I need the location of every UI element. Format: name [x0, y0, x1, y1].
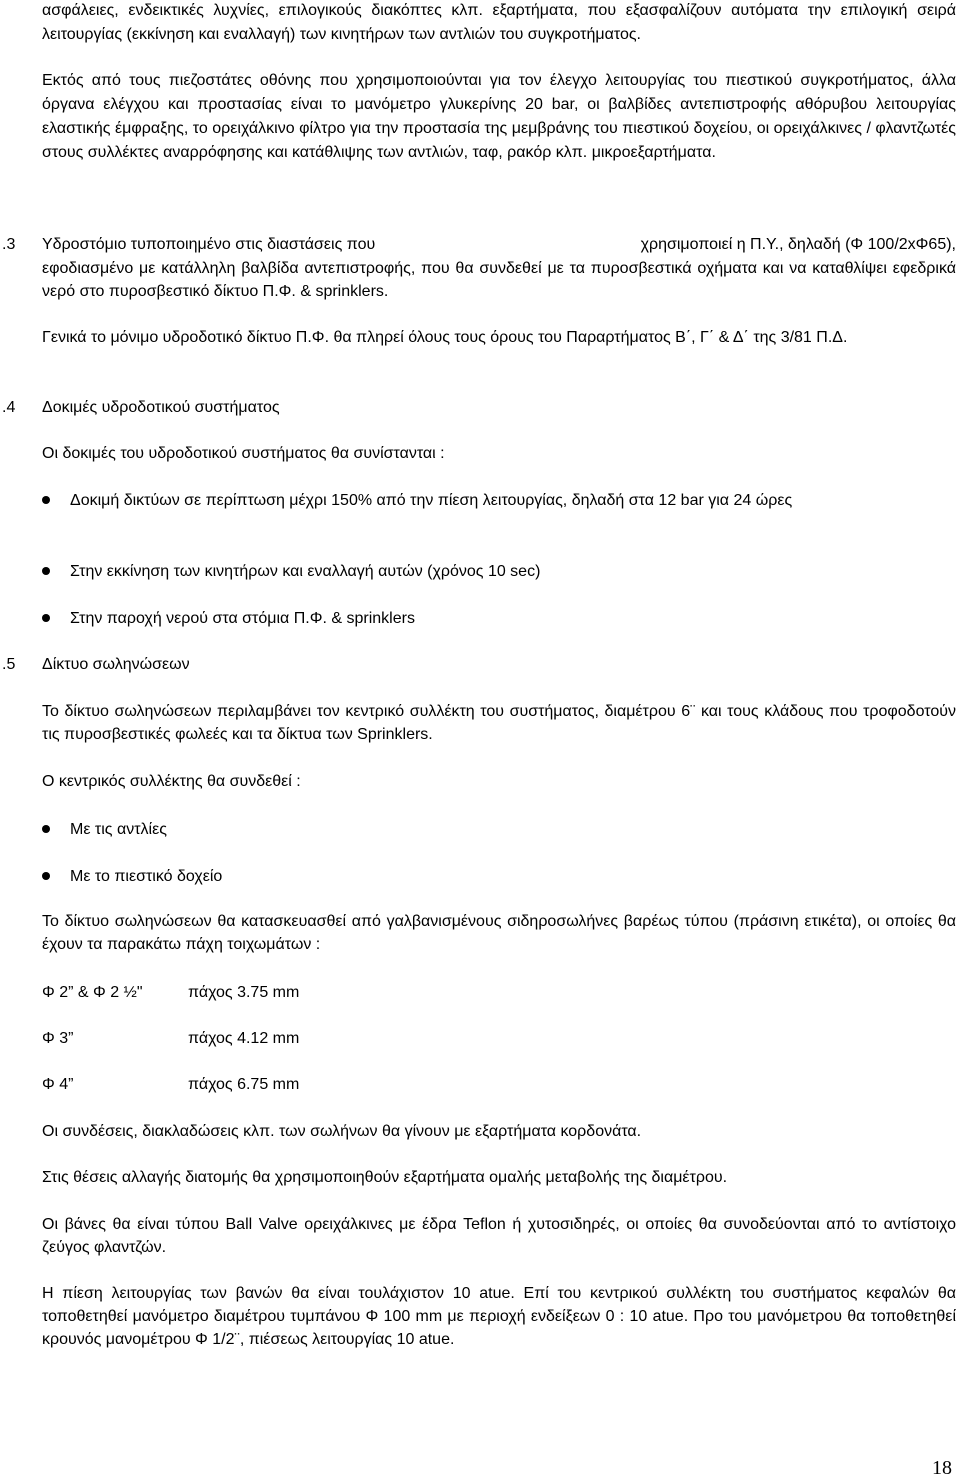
bullet-dot [42, 567, 50, 575]
diameter-change-paragraph: Στις θέσεις αλλαγής διατομής θα χρησιμοποιηθούν εξαρτήματα ομαλής μεταβολής της διαμέτρου. [42, 1169, 728, 1186]
bullet-dot [42, 614, 50, 622]
collector-bullet-1: Με τις αντλίες [70, 821, 167, 838]
section-3-first-line [42, 233, 956, 256]
intro-paragraph: Εκτός από τους πιεζοστάτες οθόνης που χρησιμοποιούνται για τον έλεγχο λειτουργίας του πιεστικού συγκροτήματος, άλλα όργανα ελέγχου και προστασίας είναι το μανόμετρο γλυκερίνης 20 bar, οι βαλβίδες αντεπιστροφής αθόρυβου λειτουργίας ελαστικής έμφραξης, το ορειχάλκινο φίλτρο για την προστασία της μεμβράνης του πιεστικού δοχείου, οι ορειχάλκινες / φλαντζωτές στους συλλέκτες αναρρόφησης και κατάθλιψης των αντλιών, ταφ, ρακόρ κλπ. μικροεξαρτήματα. [42, 72, 956, 161]
valves-paragraph: Οι βάνες θα είναι τύπου Ball Valve ορειχάλκινες με έδρα Teflon ή χυτοσιδηρές, οι οποίες θα συνοδεύονται από το αντίστοιχο ζεύγος φλαντζών. [42, 1216, 956, 1256]
section-4-bullet-2: Στην εκκίνηση των κινητήρων και εναλλαγή αυτών (χρόνος 10 sec) [70, 563, 541, 580]
pressure-paragraph: Η πίεση λειτουργίας των βανών θα είναι τουλάχιστον 10 atue. Επί του κεντρικού συλλέκτη του συστήματος κεφαλών θα τοποθετηθεί μανόμετρο διαμέτρου τυμπάνου Φ 100 mm με περιοχή ενδείξεων 0 : 10 atue. Προ του μανόμετρου θα τοποθετηθεί κρουνός μανομέτρου Φ 1/2¨, πιέσεως λειτουργίας 10 atue. [42, 1285, 956, 1348]
collector-intro: Ο κεντρικός συλλέκτης θα συνδεθεί : [42, 773, 301, 790]
section-3-title: Υδροστόμιο τυποποιημένο στις διαστάσεις που [42, 236, 376, 253]
page-number: 18 [932, 1457, 952, 1479]
bullet-dot [42, 825, 50, 833]
section-5-paragraph-1: Το δίκτυο σωληνώσεων περιλαμβάνει τον κεντρικό συλλέκτη του συστήματος, διαμέτρου 6¨ και τους κλάδους που τροφοδοτούν τις πυροσβεστικές φωλεές και τα δίκτυα των Sprinklers. [42, 703, 956, 743]
section-5-number: .5 [2, 656, 16, 673]
bullet-dot [42, 496, 50, 504]
section-4-intro: Οι δοκιμές του υδροδοτικού συστήματος θα συνίστανται : [42, 445, 445, 462]
section-4-title: Δοκιμές υδροδοτικού συστήματος [42, 399, 280, 416]
pipe-size: Φ 3” [42, 1030, 74, 1047]
section-3-general: Γενικά το μόνιμο υδροδοτικό δίκτυο Π.Φ. θα πληρεί όλους τους όρους του Παραρτήματος Β΄, Γ΄ & Δ΄ της 3/81 Π.Δ. [42, 329, 848, 346]
intro-continuation: ασφάλειες, ενδεικτικές λυχνίες, επιλογικούς διακόπτες κλπ. εξαρτήματα, που εξασφαλίζουν αυτόματα την επιλογική σειρά λειτουργίας (εκκίνηση και εναλλαγή) των κινητήρων των αντλιών του συγκροτήματος. [42, 2, 956, 43]
section-3-number: .3 [2, 236, 16, 253]
pipe-thickness: πάχος 6.75 mm [188, 1076, 300, 1093]
pipe-thickness: πάχος 4.12 mm [188, 1030, 300, 1047]
pipe-thickness: πάχος 3.75 mm [188, 984, 300, 1001]
section-5-paragraph-2: Το δίκτυο σωληνώσεων θα κατασκευασθεί από γαλβανισμένους σιδηροσωλήνες βαρέως τύπου (πράσινη ετικέτα), οι οποίες θα έχουν τα παρακάτω πάχη τοιχωμάτων : [42, 913, 956, 953]
collector-bullet-2: Με το πιεστικό δοχείο [70, 868, 223, 885]
section-4-bullet-3: Στην παροχή νερού στα στόμια Π.Φ. & sprinklers [70, 610, 415, 627]
pipe-size: Φ 2” & Φ 2 ½" [42, 984, 143, 1001]
bullet-dot [42, 872, 50, 880]
section-4-bullet-1: Δοκιμή δικτύων σε περίπτωση μέχρι 150% από την πίεση λειτουργίας, δηλαδή στα 12 bar για 24 ώρες [70, 492, 793, 509]
connections-paragraph: Οι συνδέσεις, διακλαδώσεις κλπ. των σωλήνων θα γίνουν με εξαρτήματα κορδονάτα. [42, 1123, 642, 1140]
section-5-title: Δίκτυο σωληνώσεων [42, 656, 190, 673]
section-4-number: .4 [2, 399, 16, 416]
section-3-body: εφοδιασμένο με κατάλληλη βαλβίδα αντεπιστροφής, που θα συνδεθεί με τα πυροσβεστικά οχήματα και να καταθλίψει εφεδρικά νερό στο πυροσβεστικό δίκτυο Π.Φ. & sprinklers. [42, 260, 956, 300]
pipe-size: Φ 4” [42, 1076, 74, 1093]
section-3-title-rest: χρησιμοποιεί η Π.Υ., δηλαδή (Φ 100/2xΦ65), [640, 236, 956, 253]
